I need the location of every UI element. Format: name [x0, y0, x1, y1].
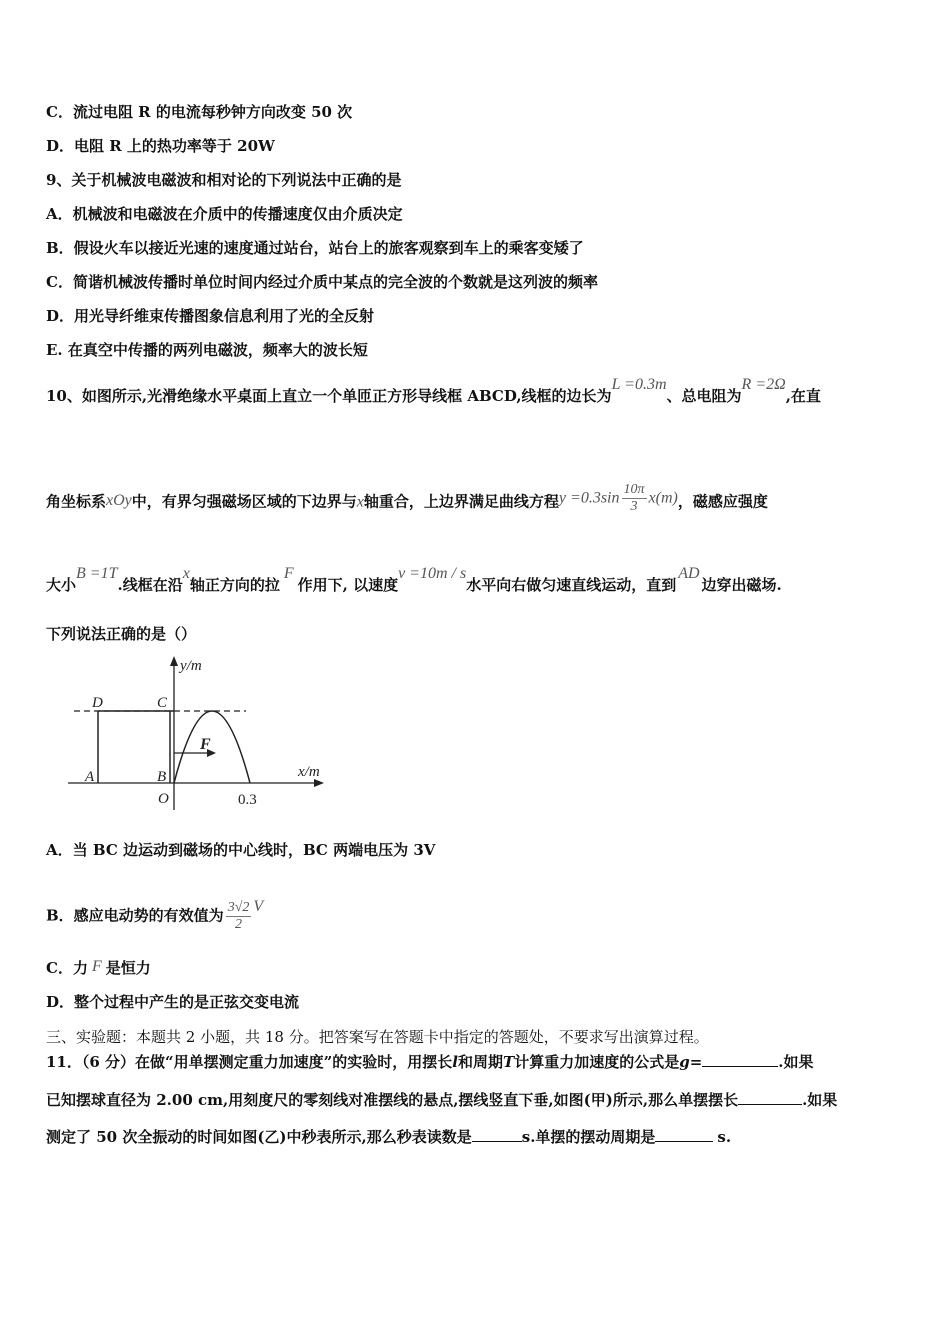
q11-text: 已知摆球直径为 2.00 cm,用刻度尺的零刻线对准摆线的悬点,摆线竖直下垂,如图(甲)所示,那么单摆摆长: [46, 1091, 739, 1109]
answer-blank-period[interactable]: [655, 1127, 713, 1142]
eq-edge-ad: AD: [678, 565, 700, 582]
q10-text: ，磁感应强度: [677, 492, 768, 511]
label-a: A: [85, 769, 95, 785]
q11-line1: [46, 1052, 814, 1072]
q11-text: .如果: [778, 1053, 814, 1071]
q10-text: 轴重合，上边界满足曲线方程: [363, 492, 559, 511]
label-b: B: [157, 769, 167, 785]
eq-resistance: R =2Ω: [741, 376, 786, 393]
x-axis-label: x/m: [298, 764, 320, 780]
eq-force: F: [283, 565, 294, 582]
q10-option-d: D．整个过程中产生的是正弦交变电流: [46, 993, 300, 1011]
q11-text: s.: [717, 1128, 732, 1146]
q10-option-c-text: 是恒力: [105, 959, 151, 977]
y-axis-arrow: [170, 656, 178, 666]
q10-option-c-text: C．力: [46, 959, 88, 977]
label-d: D: [92, 695, 103, 711]
q11-text: 测定了 50 次全振动的时间如图(乙)中秒表所示,那么秒表读数是: [46, 1128, 472, 1146]
rms-emf-numerator: 3√2: [227, 900, 250, 915]
magnetic-field-figure: [60, 650, 350, 815]
label-origin: O: [158, 791, 169, 807]
eq-x-direction: x: [182, 565, 190, 582]
q10-option-b: [46, 897, 264, 933]
eq-x-axis: x: [356, 493, 364, 511]
eq-magnetic-field: B =1T: [76, 565, 118, 582]
q10-option-c: [46, 958, 151, 979]
var-l: l: [452, 1053, 458, 1071]
q9-option-d: D．用光导纤维束传播图象信息利用了光的全反射: [46, 307, 375, 325]
eq-boundary-suffix: x(m): [648, 489, 678, 507]
section-3-title: 三、实验题：本题共 2 小题，共 18 分。把答案写在答题卡中指定的答题处，不要求写出演算过程。: [46, 1028, 709, 1046]
label-c: C: [157, 695, 168, 711]
eq-coordinate-system: xOy: [106, 491, 132, 509]
eq-fraction-denominator: 3: [630, 499, 638, 514]
q11-text: =: [689, 1053, 703, 1071]
eq-boundary-fraction: [622, 482, 647, 515]
label-force: F: [200, 736, 211, 753]
q10-line1: [46, 376, 821, 407]
q10-text: 角坐标系: [46, 492, 107, 511]
q11-text: .如果: [802, 1091, 838, 1109]
q10-text: 轴正方向的拉: [189, 576, 280, 594]
eq-side-length: L =0.3m: [611, 376, 667, 393]
q10-text: 水平向右做匀速直线运动，直到: [466, 576, 677, 594]
q9-option-e: E. 在真空中传播的两列电磁波，频率大的波长短: [46, 341, 368, 359]
answer-blank-stopwatch[interactable]: [472, 1127, 522, 1142]
eq-fraction-numerator: 10π: [623, 482, 645, 497]
var-g: g: [679, 1053, 690, 1071]
q11-text: 计算重力加速度的公式是: [514, 1053, 680, 1071]
q8-option-d: D．电阻 R 上的热功率等于 20W: [46, 137, 275, 155]
rms-emf-fraction: [226, 900, 252, 933]
q9-option-b: B．假设火车以接近光速的速度通过站台，站台上的旅客观察到车上的乘客变矮了: [46, 239, 584, 257]
q11-line2: [46, 1090, 837, 1110]
q10-text: 作用下, 以速度: [297, 576, 399, 594]
q9-option-a: A．机械波和电磁波在介质中的传播速度仅由介质决定: [46, 205, 403, 223]
eq-boundary-curve: [559, 482, 678, 515]
q10-text: 、总电阻为: [666, 387, 742, 405]
answer-blank-g[interactable]: [702, 1052, 778, 1067]
q10-text: 中，有界匀强磁场区域的下边界与: [131, 492, 357, 511]
eq-force: F: [91, 958, 102, 975]
q10-prompt: 下列说法正确的是（）: [46, 625, 197, 643]
q10-text: 边穿出磁场.: [701, 576, 782, 594]
answer-blank-length[interactable]: [738, 1090, 802, 1105]
y-axis-label: y/m: [180, 658, 202, 674]
eq-boundary-prefix: y =0.3sin: [558, 489, 620, 507]
q9-stem: 9、关于机械波电磁波和相对论的下列说法中正确的是: [46, 171, 402, 189]
var-t: T: [503, 1053, 515, 1071]
q10-text: ,在直: [785, 387, 821, 405]
tick-label-0-3: 0.3: [238, 792, 257, 808]
rms-emf-unit: V: [253, 897, 264, 915]
q11-line3: [46, 1127, 731, 1147]
q10-text: 大小: [46, 576, 77, 594]
q11-text: s.单摆的摆动周期是: [521, 1128, 656, 1146]
x-axis-arrow: [314, 779, 324, 787]
q10-option-a: A．当 BC 边运动到磁场的中心线时，BC 两端电压为 3V: [46, 841, 436, 859]
rms-emf-denominator: 2: [235, 917, 243, 932]
q10-line2: [46, 482, 768, 519]
q10-text: 10、如图所示,光滑绝缘水平桌面上直立一个单匝正方形导线框 ABCD,线框的边长为: [46, 387, 612, 405]
q10-option-b-text: B．感应电动势的有效值为: [46, 906, 224, 925]
sine-boundary-curve: [174, 711, 250, 783]
q9-option-c: C．简谐机械波传播时单位时间内经过介质中某点的完全波的个数就是这列波的频率: [46, 273, 598, 291]
q10-line3: [46, 565, 782, 596]
q11-text: 和周期: [458, 1053, 504, 1071]
q8-option-c: C．流过电阻 R 的电流每秒钟方向改变 50 次: [46, 103, 353, 121]
q10-text: .线框在沿: [117, 576, 183, 594]
eq-velocity: v =10m / s: [398, 565, 467, 582]
q11-text: 11．（6 分）在做“用单摆测定重力加速度”的实验时，用摆长: [46, 1053, 453, 1071]
